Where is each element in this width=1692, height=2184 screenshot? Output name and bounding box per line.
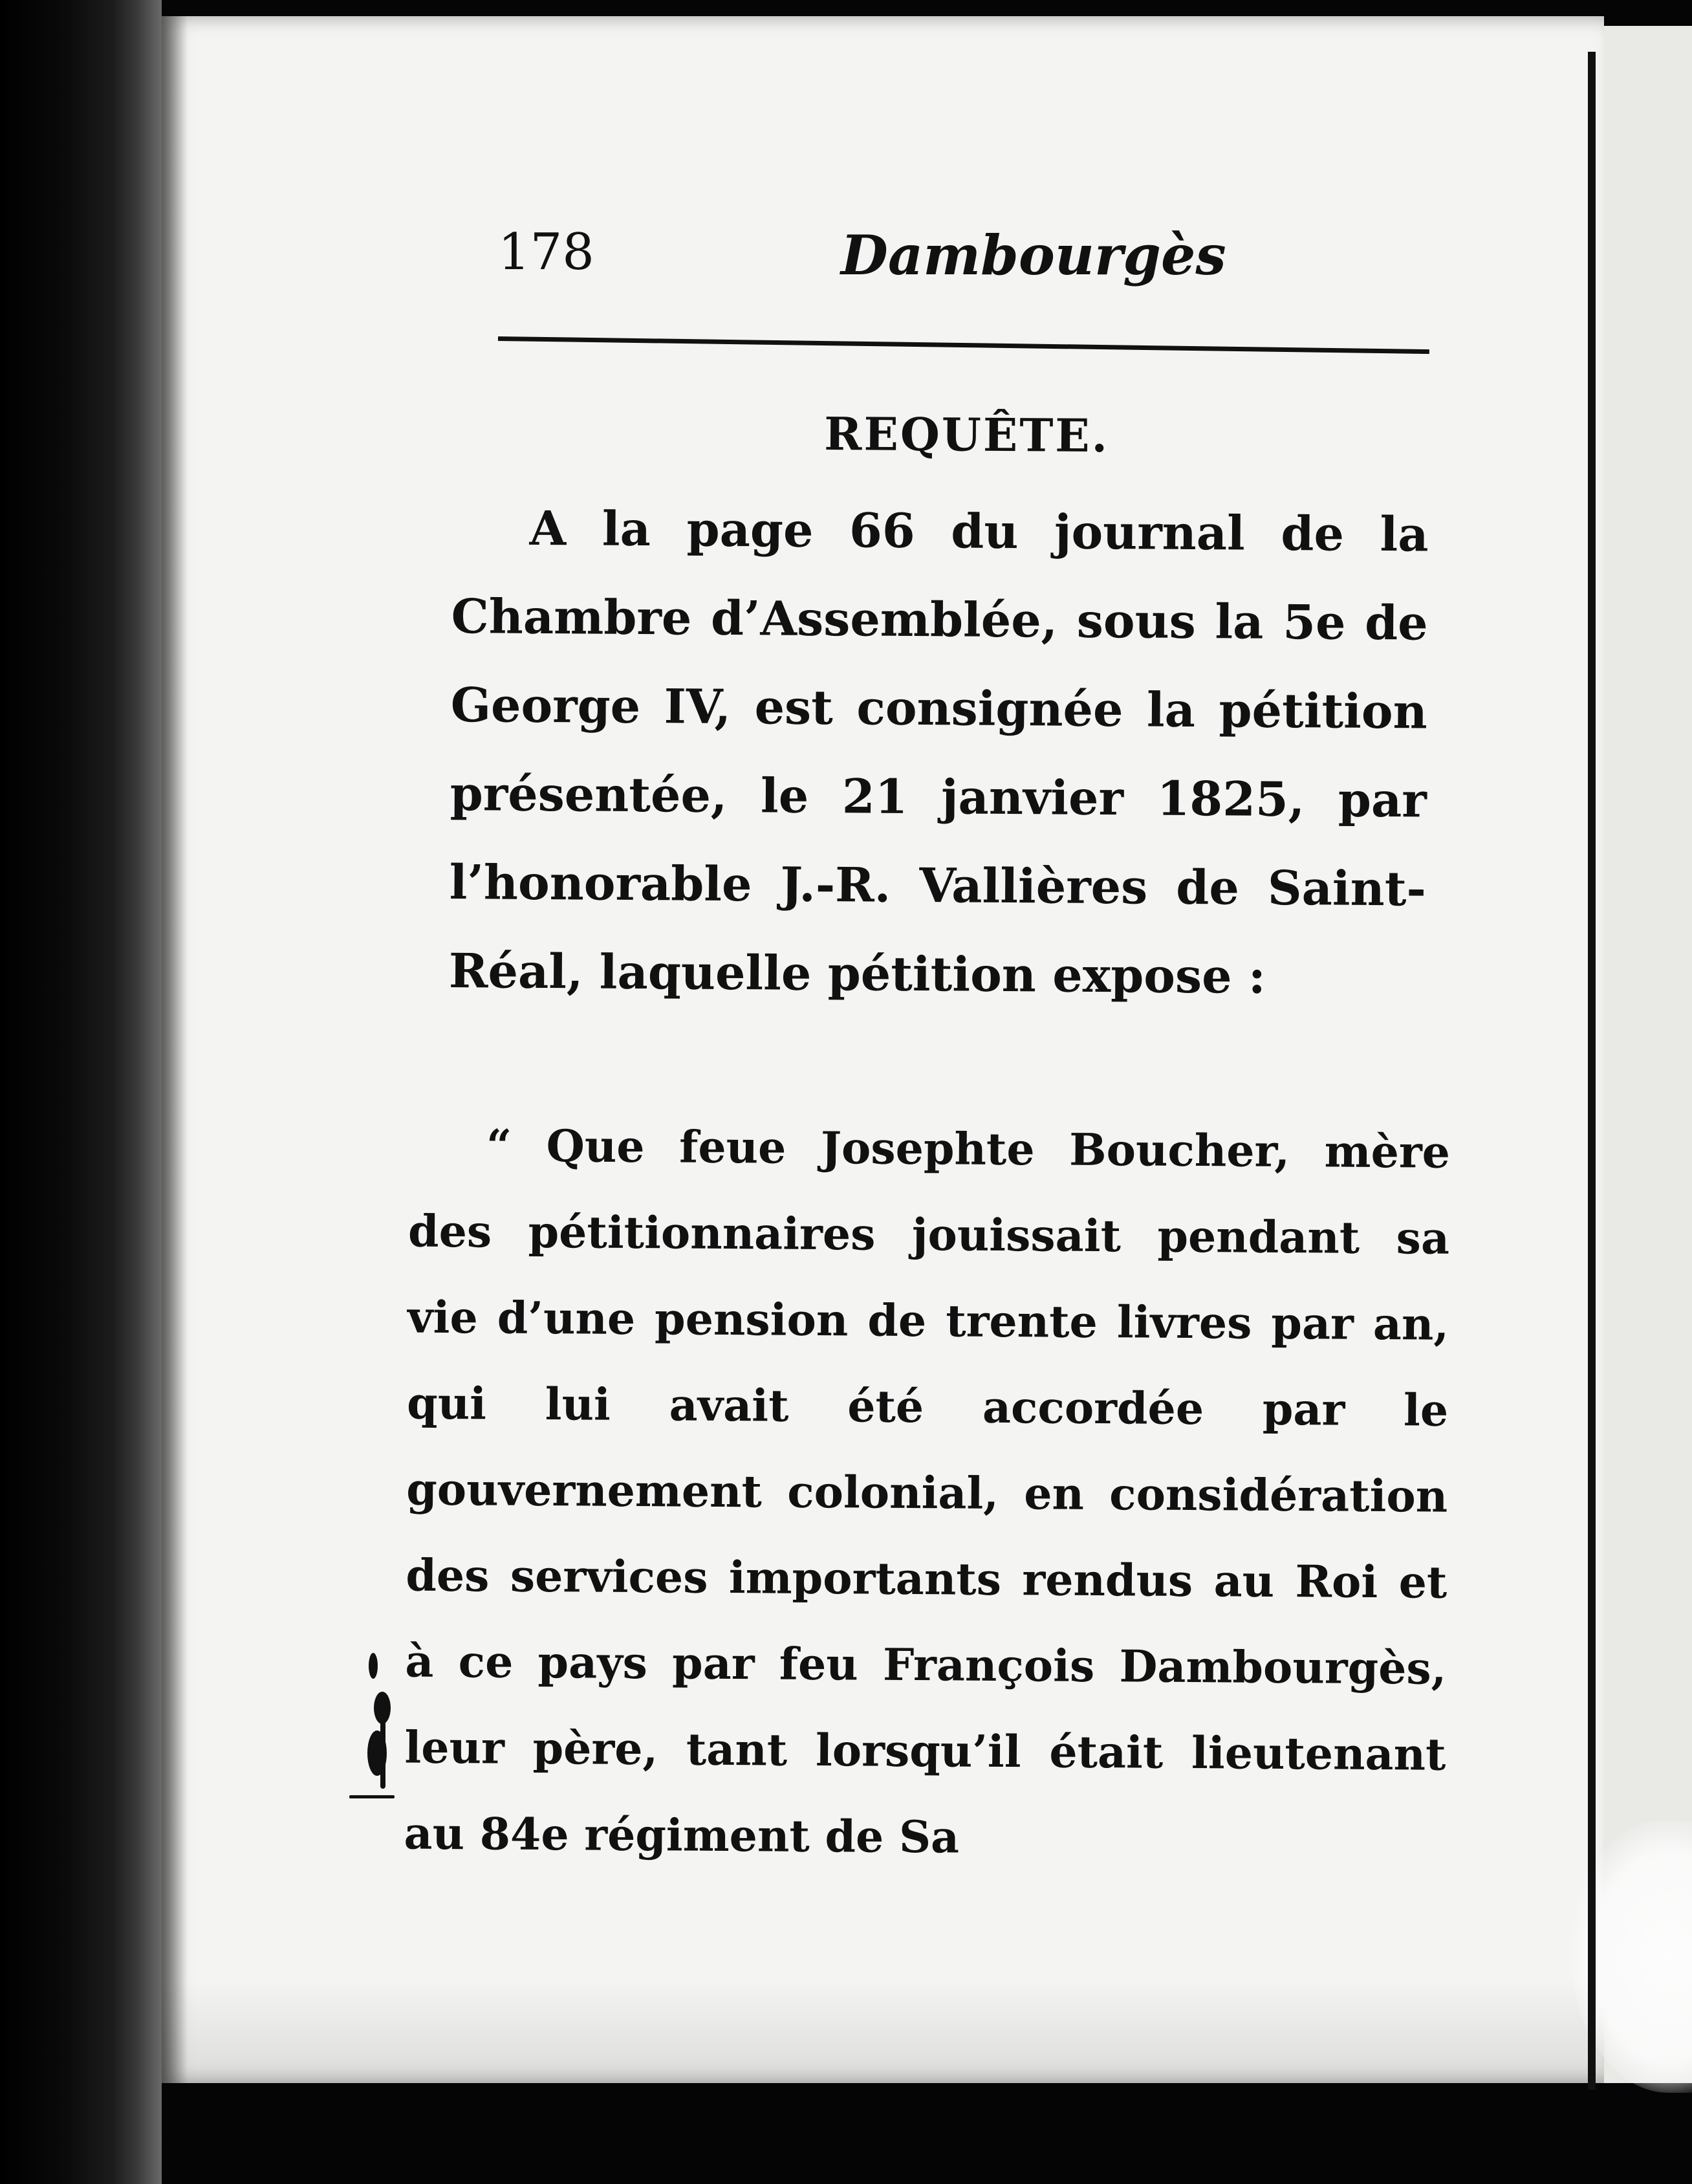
intro-paragraph: A la page 66 du journal de la Chambre d’Assemblée, sous la 5e de George IV, est consignée la pétition présentée, le 21 janvier 1825, par l’honorable J.-R. Vallières de Saint-Réal, laquelle pétition expose : [448, 500, 1429, 1005]
running-head [336, 223, 1436, 307]
page-number: 178 [498, 223, 594, 281]
body-text [404, 404, 1451, 1884]
scan-background-bottom [162, 2083, 1692, 2184]
page-gutter-shadow [162, 16, 188, 2083]
section-heading: REQUÊTE. [824, 407, 1110, 463]
page-bottom-shade [162, 1980, 1604, 2083]
page-right-edge [1588, 52, 1596, 2090]
running-title: Dambourgès [841, 223, 1226, 287]
petition-quote-paragraph: “ Que feue Josephte Boucher, mère des pétitionnaires jouissait pendant sa vie d’une pension de trente livres par an, qui lui avait été accordée par le gouvernement colonial, en considération des services importants rendus au Roi et à ce pays par feu François Dambourgès, leur père, tant lorsqu’il était lieutenant au 84e régiment de Sa [404, 1120, 1451, 1864]
margin-ink-mark [349, 1653, 401, 1808]
book-binding-edge [0, 0, 162, 2184]
